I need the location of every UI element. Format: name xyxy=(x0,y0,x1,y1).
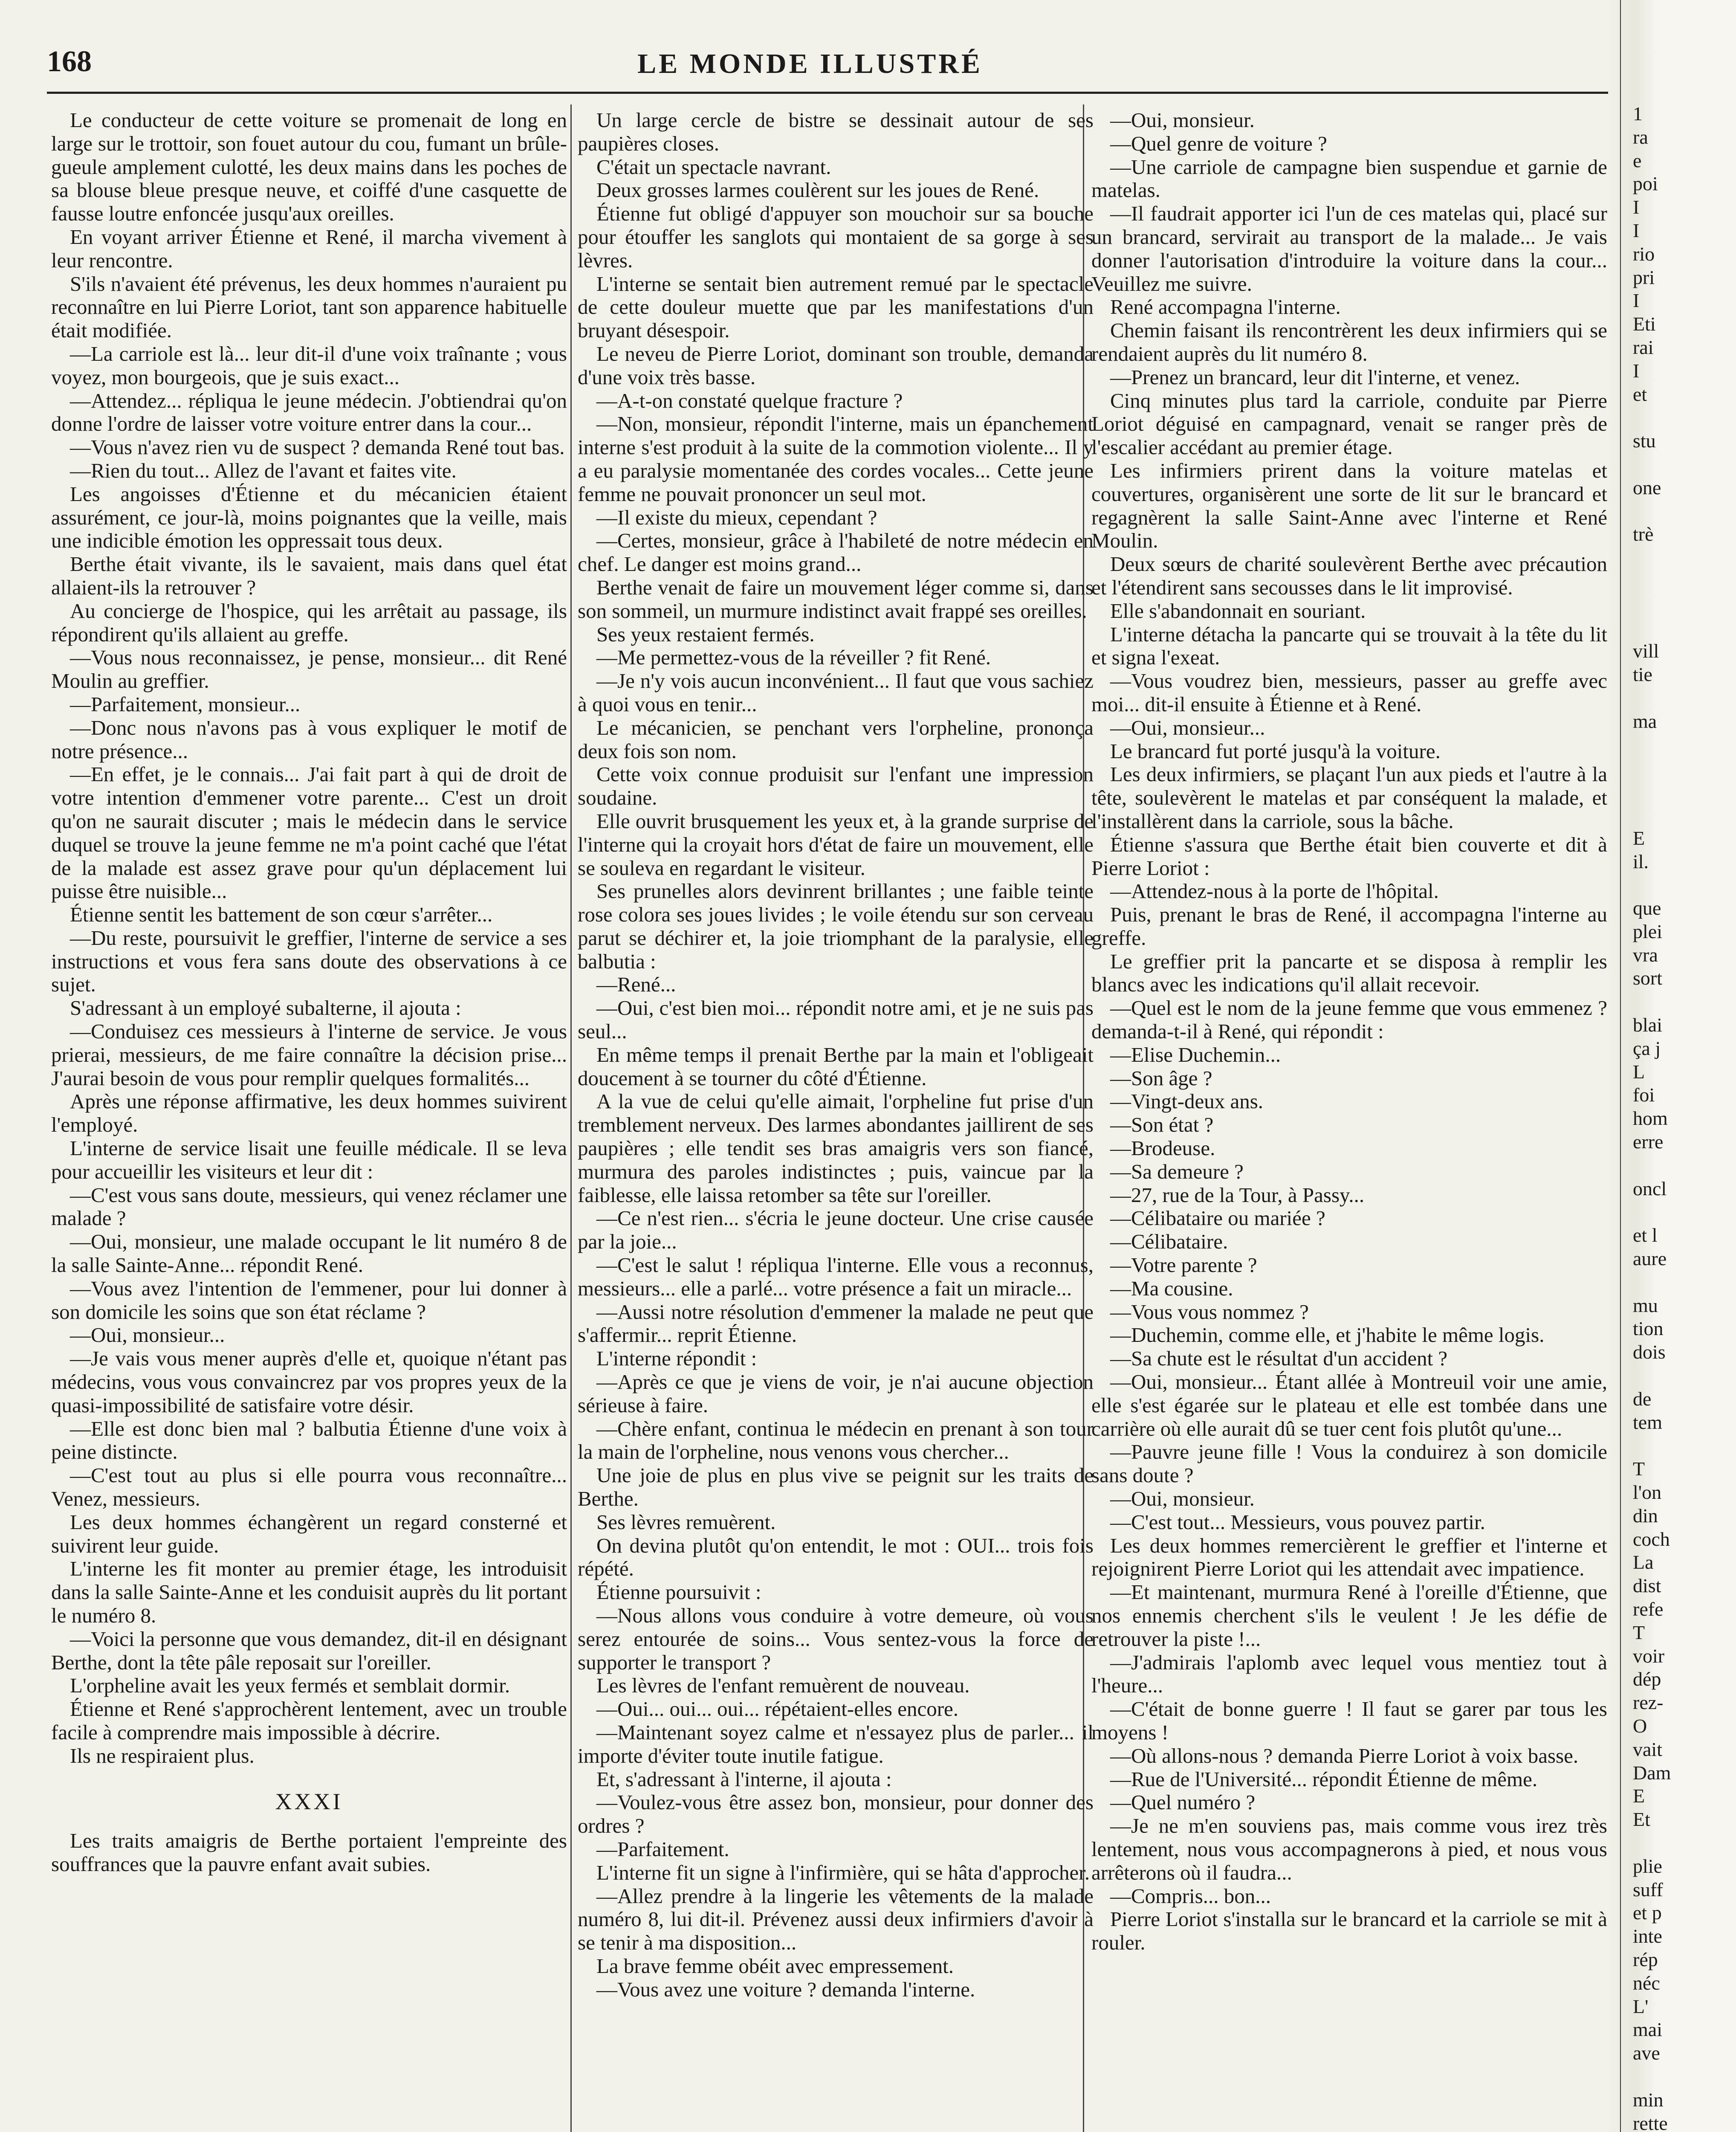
adjacent-page-line: L xyxy=(1633,1060,1645,1083)
adjacent-page-line: tion xyxy=(1633,1318,1664,1340)
adjacent-page-line xyxy=(1633,593,1735,617)
adjacent-page-line xyxy=(1633,500,1735,523)
paragraph: Cette voix connue produisit sur l'enfant une impression soudaine. xyxy=(578,762,1094,810)
adjacent-page-line: rette xyxy=(1633,2112,1668,2132)
paragraph: A la vue de celui qu'elle aimait, l'orpheline fut prise d'un tremblement nerveux. Des larmes abondantes jaillirent de ses paupières ; elle tendit ses bras amaigris vers son fiancé, murmura des paroles indistinctes ; puis, vaincue par la faiblesse, elle laissa retomber sa tête sur l'oreiller. xyxy=(578,1089,1094,1207)
adjacent-page-line: oncl xyxy=(1633,1177,1667,1199)
adjacent-page-line xyxy=(1633,756,1735,780)
paragraph: —Une carriole de campagne bien suspendue et garnie de matelas. xyxy=(1091,155,1607,202)
paragraph: —Vous avez une voiture ? demanda l'interne. xyxy=(596,1977,975,2001)
adjacent-page-line: I xyxy=(1633,359,1640,382)
adjacent-page-line: Eti xyxy=(1633,313,1656,335)
adjacent-page-line: sort xyxy=(1633,967,1662,989)
adjacent-page-line: il. xyxy=(1633,850,1649,872)
paragraph: Les angoisses d'Étienne et du mécanicien étaient assurément, ce jour-là, moins poignantes que la veille, mais une indicible émotion les oppressait tous deux. xyxy=(51,482,567,553)
paragraph: —Oui, monsieur... Étant allée à Montreuil voir une amie, elle s'est égarée sur le plateau et elle est tombée dans une carrière où elle aurait dû se tuer cent fois plutôt qu'une... xyxy=(1091,1370,1607,1440)
paragraph: —Quel genre de voiture ? xyxy=(1110,131,1327,155)
paragraph: —Il faudrait apporter ici l'un de ces matelas qui, placé sur un brancard, servirait au transport de la malade... Je vais donner l'autorisation d'introduire la voiture dans la cour... Veuillez me suivre. xyxy=(1091,202,1607,295)
adjacent-page-line xyxy=(1633,2065,1735,2089)
adjacent-page-line: dist xyxy=(1633,1575,1661,1597)
paragraph: —Oui, monsieur. xyxy=(1110,1487,1255,1511)
paragraph: Un large cercle de bistre se dessinait autour de ses paupières closes. xyxy=(578,108,1094,155)
header-rule xyxy=(47,92,1641,94)
paragraph: Deux sœurs de charité soulevèrent Berthe avec précaution et l'étendirent sans secousses dans le lit improvisé. xyxy=(1091,552,1607,599)
paragraph: —C'est tout... Messieurs, vous pouvez partir. xyxy=(1110,1510,1485,1534)
adjacent-page-line: T xyxy=(1633,1621,1645,1643)
adjacent-page-line xyxy=(1633,990,1735,1014)
paragraph: —A-t-on constaté quelque fracture ? xyxy=(596,388,903,412)
paragraph: —Voulez-vous être assez bon, monsieur, pour donner des ordres ? xyxy=(578,1790,1094,1838)
text-column-3 xyxy=(1091,109,1607,1955)
paragraph: —Oui, monsieur. xyxy=(1110,108,1255,132)
paragraph: S'ils n'avaient été prévenus, les deux hommes n'auraient pu reconnaître en lui Pierre Loriot, tant son apparence habituelle était modifiée. xyxy=(51,272,567,342)
paragraph: On devina plutôt qu'on entendit, le mot : OUI... trois fois répété. xyxy=(578,1533,1094,1581)
paragraph: C'était un spectacle navrant. xyxy=(596,155,831,179)
adjacent-page-line: La xyxy=(1633,1551,1654,1573)
paragraph: —J'admirais l'aplomb avec lequel vous mentiez tout à l'heure... xyxy=(1091,1650,1607,1697)
paragraph: —Elle est donc bien mal ? balbutia Étienne d'une voix à peine distincte. xyxy=(51,1417,567,1464)
paragraph: —Prenez un brancard, leur dit l'interne, et venez. xyxy=(1110,365,1520,389)
paragraph: —Elise Duchemin... xyxy=(1110,1043,1281,1066)
paragraph: —27, rue de la Tour, à Passy... xyxy=(1110,1183,1365,1207)
paragraph: —Vous n'avez rien vu de suspect ? demanda René tout bas. xyxy=(70,435,565,459)
paragraph: —Je vais vous mener auprès d'elle et, quoique n'étant pas médecins, vous vous convaincrez par vos propres yeux de la quasi-impossibilité de satisfaire votre désir. xyxy=(51,1347,567,1417)
paragraph: —Voici la personne que vous demandez, dit-il en désignant Berthe, dont la tête pâle reposait sur l'oreiller. xyxy=(51,1627,567,1674)
paragraph: —Son âge ? xyxy=(1110,1066,1212,1090)
paragraph: Le brancard fut porté jusqu'à la voiture. xyxy=(1110,739,1441,763)
paragraph: Puis, prenant le bras de René, il accompagna l'interne au greffe. xyxy=(1091,903,1607,950)
adjacent-page-line: T xyxy=(1633,1458,1645,1480)
paragraph: —Ma cousine. xyxy=(1110,1276,1233,1300)
paragraph: —Je ne m'en souviens pas, mais comme vous irez très lentement, nous vous accompagnerons à pied, et nous vous arrêterons où il faudra... xyxy=(1091,1814,1607,1884)
paragraph: En même temps il prenait Berthe par la main et l'obligeait doucement à se tourner du côté d'Étienne. xyxy=(578,1043,1094,1090)
paragraph: —C'était de bonne guerre ! Il faut se garer par tous les moyens ! xyxy=(1091,1697,1607,1744)
text-column-2 xyxy=(578,109,1094,2002)
chapter-heading: XXXI xyxy=(275,1788,343,1814)
paragraph: René accompagna l'interne. xyxy=(1110,295,1341,319)
adjacent-page-line xyxy=(1633,570,1735,593)
paragraph: —Conduisez ces messieurs à l'interne de service. Je vous prierai, messieurs, de me faire connaître la décision prise... J'aurai besoin de vous pour remplir quelques formalités... xyxy=(51,1020,567,1090)
paragraph: Cinq minutes plus tard la carriole, conduite par Pierre Loriot déguisé en campagnard, venait se ranger près de l'escalier accédant au premier étage. xyxy=(1091,388,1607,459)
adjacent-page-line: plei xyxy=(1633,920,1662,942)
paragraph: —Votre parente ? xyxy=(1110,1253,1257,1277)
adjacent-page-line: Et xyxy=(1633,1808,1650,1831)
paragraph: —En effet, je le connais... J'ai fait part à qui de droit de votre intention d'emmener votre parente... C'est un droit qu'on ne saurait discuter ; mais le médecin dans le service duquel se trouve la jeune femme ne m'a point caché que l'état de la malade est assez grave pour qu'un déplacement lui puisse être nuisible... xyxy=(51,762,567,903)
paragraph: —Sa demeure ? xyxy=(1110,1159,1244,1183)
adjacent-page-line xyxy=(1633,1200,1735,1224)
paragraph: Au concierge de l'hospice, qui les arrêtait au passage, ils répondirent qu'ils allaient au greffe. xyxy=(51,599,567,646)
paragraph: Deux grosses larmes coulèrent sur les joues de René. xyxy=(596,178,1039,202)
adjacent-page-line: que xyxy=(1633,897,1661,919)
adjacent-page-line: dép xyxy=(1633,1668,1661,1690)
adjacent-page-line xyxy=(1633,406,1735,429)
masthead-title: LE MONDE ILLUSTRÉ xyxy=(637,48,983,79)
paragraph: —René... xyxy=(596,973,676,996)
paragraph: —Vous avez l'intention de l'emmener, pour lui donner à son domicile les soins que son état réclame ? xyxy=(51,1276,567,1324)
paragraph: —Pauvre jeune fille ! Vous la conduirez à son domicile sans doute ? xyxy=(1091,1440,1607,1487)
adjacent-page-line: coch xyxy=(1633,1528,1670,1550)
paragraph: Elle s'abandonnait en souriant. xyxy=(1110,599,1366,623)
paragraph: —Nous allons vous conduire à votre demeure, où vous serez entourée de soins... Vous sentez-vous la force de supporter le transport ? xyxy=(578,1604,1094,1674)
adjacent-page-line: stu xyxy=(1633,430,1656,452)
text-column-1 xyxy=(51,109,567,1876)
paragraph: —Allez prendre à la lingerie les vêtements de la malade numéro 8, lui dit-il. Prévenez aussi deux infirmiers d'avoir à se tenir à ma disposition... xyxy=(578,1884,1094,1955)
adjacent-page-line: foi xyxy=(1633,1084,1655,1106)
paragraph: —Où allons-nous ? demanda Pierre Loriot à voix basse. xyxy=(1110,1744,1579,1767)
adjacent-page-line: l'on xyxy=(1633,1481,1662,1503)
adjacent-page-line: I xyxy=(1633,196,1640,218)
adjacent-page-line: ra xyxy=(1633,126,1648,148)
adjacent-page-line xyxy=(1633,546,1735,570)
paragraph: Une joie de plus en plus vive se peignit sur les traits de Berthe. xyxy=(578,1463,1094,1511)
paragraph: Berthe était vivante, ils le savaient, mais dans quel état allaient-ils la retrouver ? xyxy=(51,552,567,599)
paragraph: Les infirmiers prirent dans la voiture matelas et couvertures, organisèrent une sorte de lit sur le brancard et regagnèrent la salle Saint-Anne avec l'interne et René Moulin. xyxy=(1091,458,1607,553)
paragraph: L'interne se sentait bien autrement remué par le spectacle de cette douleur muette que par les manifestations d'un bruyant désespoir. xyxy=(578,272,1094,342)
paragraph: —Parfaitement. xyxy=(596,1837,729,1861)
paragraph: —La carriole est là... leur dit-il d'une voix traînante ; vous voyez, mon bourgeois, que je suis exact... xyxy=(51,342,567,389)
adjacent-page-line xyxy=(1633,1154,1735,1177)
paragraph: —Et maintenant, murmura René à l'oreille d'Étienne, que nos ennemis cherchent s'ils le veulent ! Je les défie de retrouver la piste !... xyxy=(1091,1580,1607,1651)
adjacent-page-line xyxy=(1633,687,1735,710)
adjacent-page-line xyxy=(1633,1271,1735,1294)
paragraph: —Vous nous reconnaissez, je pense, monsieur... dit René Moulin au greffier. xyxy=(51,646,567,693)
adjacent-page-line: e xyxy=(1633,149,1642,171)
adjacent-page-line xyxy=(1633,780,1735,803)
paragraph: L'orpheline avait les yeux fermés et semblait dormir. xyxy=(70,1674,510,1697)
paragraph: —Me permettez-vous de la réveiller ? fit René. xyxy=(596,646,991,669)
adjacent-page-line: Dam xyxy=(1633,1761,1671,1784)
adjacent-page-line: erre xyxy=(1633,1131,1664,1153)
paragraph: Les lèvres de l'enfant remuèrent de nouveau. xyxy=(596,1674,970,1697)
paragraph: En voyant arriver Étienne et René, il marcha vivement à leur rencontre. xyxy=(51,225,567,272)
paragraph: —Je n'y vois aucun inconvénient... Il faut que vous sachiez à quoi vous en tenir... xyxy=(578,669,1094,716)
paragraph: Elle ouvrit brusquement les yeux et, à la grande surprise de l'interne qui la croyait hors d'état de faire un mouvement, elle se souleva en regardant le visiteur. xyxy=(578,809,1094,880)
adjacent-page-line: et p xyxy=(1633,1902,1662,1924)
paragraph: Pierre Loriot s'installa sur le brancard et la carriole se mit à rouler. xyxy=(1091,1907,1607,1955)
paragraph: —Non, monsieur, répondit l'interne, mais un épanchement interne s'est produit à la suite de la commotion violente... Il y a eu paralysie momentanée des cordes vocales... Cette jeune femme ne pouvait prononcer un seul mot. xyxy=(578,412,1094,506)
paragraph: Ses prunelles alors devinrent brillantes ; une faible teinte rose colora ses joues livides ; le voile étendu sur son cerveau parut se déchirer et, la joie triomphant de la paralysie, elle balbutia : xyxy=(578,879,1094,973)
adjacent-page-line: I xyxy=(1633,290,1640,312)
paragraph: —Oui, c'est bien moi... répondit notre ami, et je ne suis pas seul... xyxy=(578,996,1094,1043)
adjacent-page-line xyxy=(1633,873,1735,897)
paragraph: —Célibataire ou mariée ? xyxy=(1110,1206,1325,1230)
adjacent-page-line: blai xyxy=(1633,1014,1662,1036)
paragraph: Le mécanicien, se penchant vers l'orpheline, prononça deux fois son nom. xyxy=(578,715,1094,763)
paragraph: Chemin faisant ils rencontrèrent les deux infirmiers qui se rendaient auprès du lit numéro 8. xyxy=(1091,319,1607,365)
paragraph: —Du reste, poursuivit le greffier, l'interne de service a ses instructions et vous fera sans doute des observations à ce sujet. xyxy=(51,926,567,996)
paragraph: —C'est vous sans doute, messieurs, qui venez réclamer une malade ? xyxy=(51,1183,567,1230)
paragraph: Les deux hommes échangèrent un regard consterné et suivirent leur guide. xyxy=(51,1510,567,1557)
adjacent-page-line: mai xyxy=(1633,2019,1662,2041)
paragraph: —Donc nous n'avons pas à vous expliquer le motif de notre présence... xyxy=(51,715,567,763)
adjacent-page-line xyxy=(1633,1831,1735,1855)
adjacent-page-line xyxy=(1633,1364,1735,1388)
paragraph: Berthe venait de faire un mouvement léger comme si, dans son sommeil, un murmure indistinct avait frappé ses oreilles. xyxy=(578,575,1094,623)
adjacent-page-line: vra xyxy=(1633,944,1658,966)
page-number: 168 xyxy=(47,45,92,78)
paragraph: Ses lèvres remuèrent. xyxy=(596,1510,776,1534)
paragraph: L'interne les fit monter au premier étage, les introduisit dans la salle Sainte-Anne et les conduisit auprès du lit portant le numéro 8. xyxy=(51,1557,567,1627)
paragraph: —Oui, monsieur... xyxy=(70,1323,225,1347)
adjacent-page-line: tie xyxy=(1633,663,1652,686)
paragraph: Les deux infirmiers, se plaçant l'un aux pieds et l'autre à la tête, soulevèrent le matelas et par conséquent la malade, et l'installèrent dans la carriole, sous la bâche. xyxy=(1091,762,1607,833)
adjacent-page-line: vait xyxy=(1633,1738,1662,1760)
adjacent-page-line: O xyxy=(1633,1715,1647,1737)
paragraph: —Ce n'est rien... s'écria le jeune docteur. Une crise causée par la joie... xyxy=(578,1206,1094,1254)
paragraph: L'interne détacha la pancarte qui se trouvait à la tête du lit et signa l'exeat. xyxy=(1091,622,1607,669)
paragraph: Ils ne respiraient plus. xyxy=(70,1744,255,1767)
paragraph: Étienne fut obligé d'appuyer son mouchoir sur sa bouche pour étouffer les sanglots qui montaient de sa gorge à ses lèvres. xyxy=(578,202,1094,272)
adjacent-page-line: trè xyxy=(1633,523,1654,545)
adjacent-page-line: aure xyxy=(1633,1248,1667,1270)
adjacent-page-line: rép xyxy=(1633,1948,1658,1970)
paragraph: —Brodeuse. xyxy=(1110,1136,1215,1160)
paragraph: —Maintenant soyez calme et n'essayez plus de parler... il importe d'éviter toute inutile fatigue. xyxy=(578,1720,1094,1767)
adjacent-page-line: vill xyxy=(1633,640,1659,662)
adjacent-page-line: I xyxy=(1633,219,1640,241)
paragraph: —Vous vous nommez ? xyxy=(1110,1300,1309,1324)
paragraph: Les traits amaigris de Berthe portaient l'empreinte des souffrances que la pauvre enfant avait subies. xyxy=(51,1829,567,1876)
adjacent-page-line: min xyxy=(1633,2089,1664,2111)
adjacent-page-line: din xyxy=(1633,1504,1658,1527)
paragraph: —Son état ? xyxy=(1110,1113,1214,1137)
paragraph: Ses yeux restaient fermés. xyxy=(596,622,815,646)
adjacent-page-line xyxy=(1633,453,1735,476)
paragraph: —Parfaitement, monsieur... xyxy=(70,692,301,716)
paragraph: L'interne fit un signe à l'infirmière, qui se hâta d'approcher. xyxy=(596,1860,1090,1884)
paragraph: —Quel numéro ? xyxy=(1110,1790,1256,1814)
paragraph: Étienne poursuivit : xyxy=(596,1580,761,1604)
adjacent-page-line: ma xyxy=(1633,710,1657,732)
paragraph: —Attendez... répliqua le jeune médecin. J'obtiendrai qu'on donne l'ordre de laisser votre voiture entrer dans la cour... xyxy=(51,388,567,436)
adjacent-page-line: L' xyxy=(1633,1995,1649,2017)
adjacent-page-line: dois xyxy=(1633,1341,1666,1363)
adjacent-page-line: plie xyxy=(1633,1855,1662,1877)
paragraph: —Oui... oui... oui... répétaient-elles encore. xyxy=(596,1697,959,1721)
adjacent-page-line: et l xyxy=(1633,1224,1658,1246)
paragraph: Étienne s'assura que Berthe était bien couverte et dit à Pierre Loriot : xyxy=(1091,832,1607,880)
paragraph: —Attendez-nous à la porte de l'hôpital. xyxy=(1110,879,1439,903)
paragraph: —Il existe du mieux, cependant ? xyxy=(596,505,877,529)
column-rule xyxy=(570,104,572,2132)
adjacent-page-line: mu xyxy=(1633,1294,1658,1316)
paragraph: —Duchemin, comme elle, et j'habite le même logis. xyxy=(1110,1323,1545,1347)
paragraph: —Compris... bon... xyxy=(1110,1884,1271,1908)
paragraph: La brave femme obéit avec empressement. xyxy=(596,1954,954,1978)
page-gutter-line xyxy=(1620,0,1621,2132)
adjacent-page-line: rai xyxy=(1633,336,1654,358)
paragraph: —Quel est le nom de la jeune femme que vous emmenez ? demanda-t-il à René, qui répondit : xyxy=(1091,996,1607,1043)
paragraph: —Oui, monsieur... xyxy=(1110,715,1265,739)
paragraph: Et, s'adressant à l'interne, il ajouta : xyxy=(596,1767,892,1791)
adjacent-page-line xyxy=(1633,733,1735,757)
adjacent-page-line: néc xyxy=(1633,1972,1660,1994)
paragraph: Le greffier prit la pancarte et se disposa à remplir les blancs avec les indications qu'il allait recevoir. xyxy=(1091,949,1607,996)
paragraph: Étienne et René s'approchèrent lentement, avec un trouble facile à comprendre mais impossible à décrire. xyxy=(51,1697,567,1744)
adjacent-page-line: ça j xyxy=(1633,1037,1661,1059)
paragraph: —C'est le salut ! répliqua l'interne. Elle vous a reconnus, messieurs... elle a parlé... votre présence a fait un miracle... xyxy=(578,1253,1094,1300)
paragraph: —Après ce que je viens de voir, je n'ai aucune objection sérieuse à faire. xyxy=(578,1370,1094,1417)
paragraph: —Chère enfant, continua le médecin en prenant à son tour la main de l'orpheline, nous venons vous chercher... xyxy=(578,1417,1094,1464)
adjacent-page-line xyxy=(1633,803,1735,827)
adjacent-page-line: voir xyxy=(1633,1645,1665,1667)
adjacent-page-line: hom xyxy=(1633,1107,1668,1130)
paragraph: —Rue de l'Université... répondit Étienne de même. xyxy=(1110,1767,1538,1791)
adjacent-page-line: E xyxy=(1633,827,1645,849)
adjacent-page-line: one xyxy=(1633,476,1661,498)
paragraph: —Vingt-deux ans. xyxy=(1110,1089,1264,1113)
adjacent-page-line xyxy=(1633,1434,1735,1457)
adjacent-page-column xyxy=(1633,102,1735,2132)
adjacent-page-line: rez- xyxy=(1633,1692,1664,1714)
adjacent-page-line: refe xyxy=(1633,1598,1664,1620)
paragraph: Les deux hommes remercièrent le greffier et l'interne et rejoignirent Pierre Loriot qui les attendait avec impatience. xyxy=(1091,1533,1607,1581)
adjacent-page-line xyxy=(1633,617,1735,640)
adjacent-page-line: et xyxy=(1633,383,1647,405)
paragraph: L'interne de service lisait une feuille médicale. Il se leva pour accueillir les visiteurs et leur dit : xyxy=(51,1136,567,1183)
adjacent-page-line: E xyxy=(1633,1785,1645,1807)
paragraph: —Célibataire. xyxy=(1110,1230,1228,1254)
paragraph: —Rien du tout... Allez de l'avant et faites vite. xyxy=(70,458,457,482)
paragraph: L'interne répondit : xyxy=(596,1347,757,1370)
paragraph: Après une réponse affirmative, les deux hommes suivirent l'employé. xyxy=(51,1089,567,1137)
paragraph: —Aussi notre résolution d'emmener la malade ne peut que s'affermir... reprit Étienne. xyxy=(578,1300,1094,1347)
paragraph: —Sa chute est le résultat d'un accident ? xyxy=(1110,1347,1448,1370)
adjacent-page-line: 1 xyxy=(1633,103,1643,125)
adjacent-page-line: suff xyxy=(1633,1878,1663,1900)
paragraph: —Certes, monsieur, grâce à l'habileté de notre médecin en chef. Le danger est moins grand... xyxy=(578,529,1094,576)
paragraph: —Vous voudrez bien, messieurs, passer au greffe avec moi... dit-il ensuite à Étienne et à René. xyxy=(1091,669,1607,716)
paragraph: —Oui, monsieur, une malade occupant le lit numéro 8 de la salle Sainte-Anne... répondit René. xyxy=(51,1230,567,1277)
adjacent-page-line: poi xyxy=(1633,173,1658,195)
adjacent-page-line: inte xyxy=(1633,1925,1662,1947)
adjacent-page-line: pri xyxy=(1633,266,1655,288)
adjacent-page-line: rio xyxy=(1633,243,1655,265)
adjacent-page-line: tem xyxy=(1633,1411,1662,1433)
adjacent-page-line: ave xyxy=(1633,2042,1660,2064)
paragraph: Le conducteur de cette voiture se promenait de long en large sur le trottoir, son fouet autour du cou, fumant un brûle-gueule amplement culotté, les deux mains dans les poches de sa blouse bleue presque neuve, et coiffé d'une casquette de fausse loutre enfoncée jusqu'aux oreilles. xyxy=(51,108,567,226)
paragraph: Étienne sentit les battement de son cœur s'arrêter... xyxy=(70,903,493,927)
paragraph: —C'est tout au plus si elle pourra vous reconnaître... Venez, messieurs. xyxy=(51,1463,567,1511)
paragraph: S'adressant à un employé subalterne, il ajouta : xyxy=(70,996,461,1020)
adjacent-page-line: de xyxy=(1633,1388,1652,1410)
paragraph: Le neveu de Pierre Loriot, dominant son trouble, demanda d'une voix très basse. xyxy=(578,342,1094,389)
